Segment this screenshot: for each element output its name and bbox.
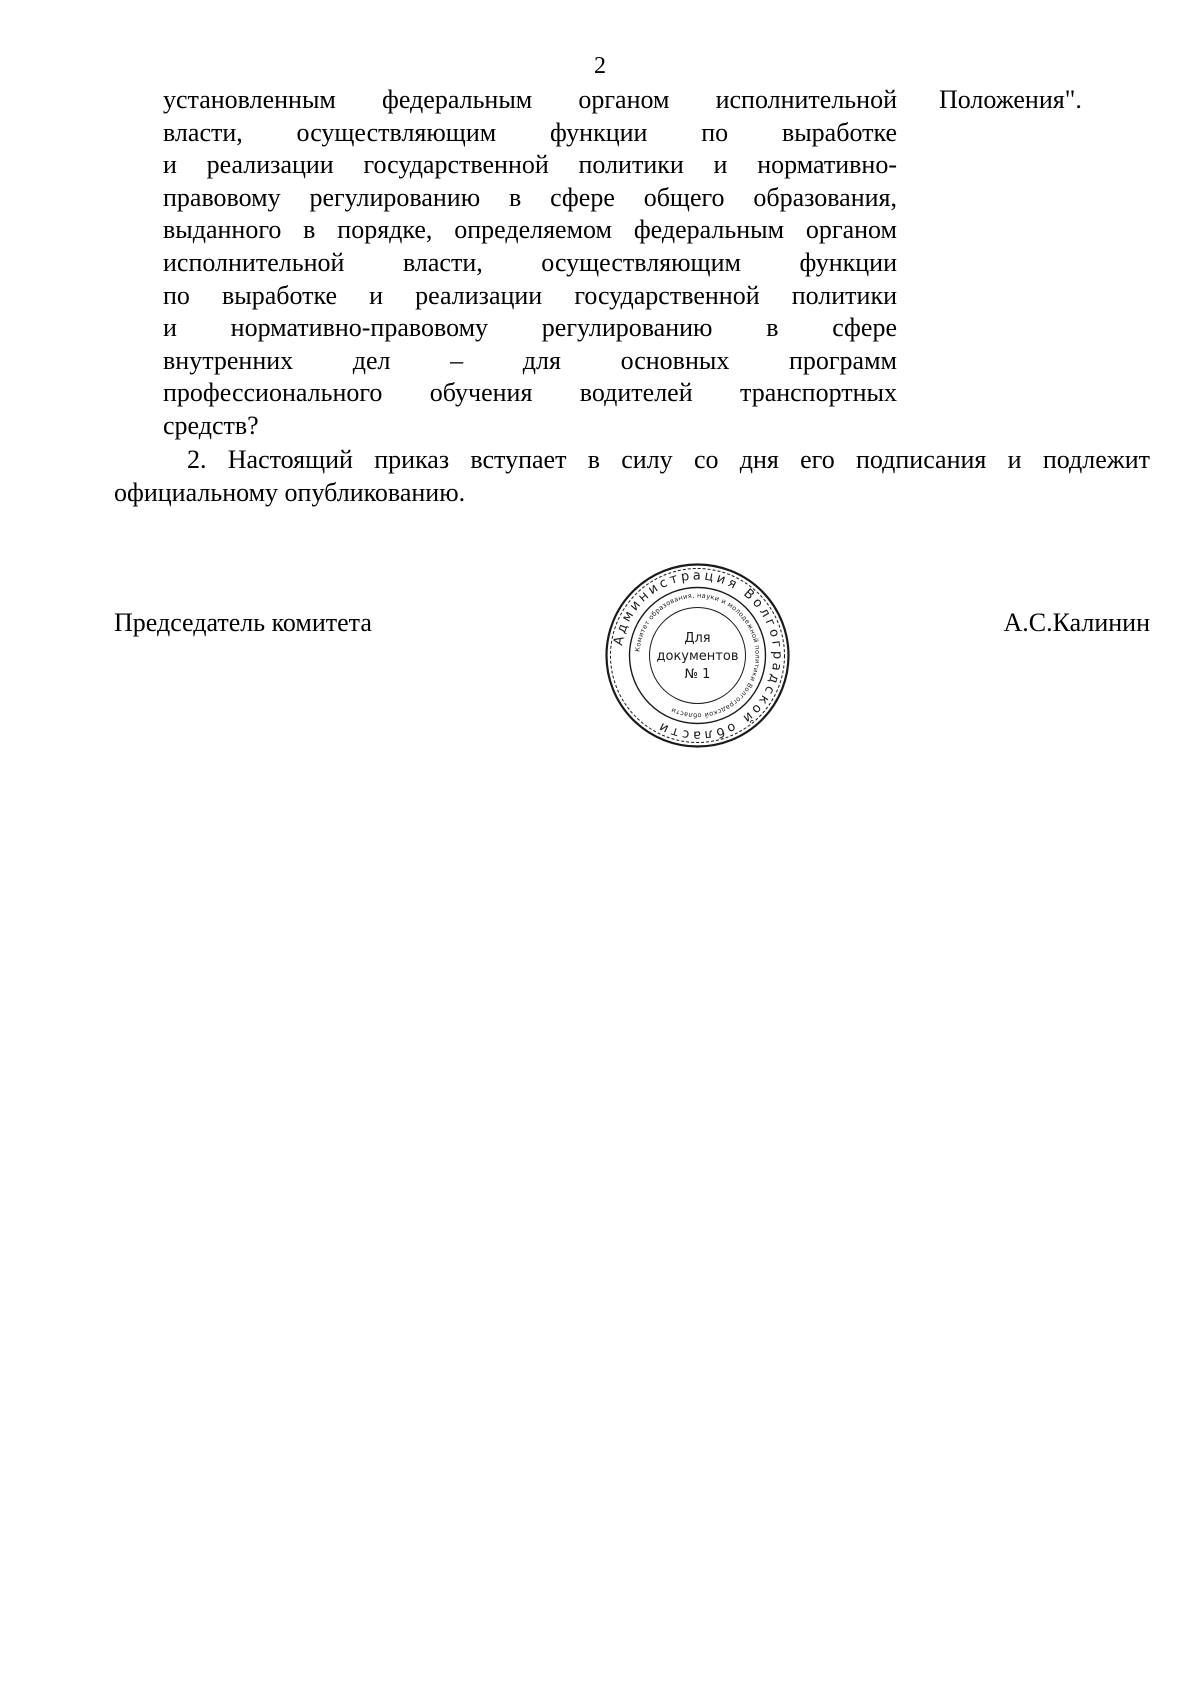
table-line: власти, осуществляющим функции по выработке bbox=[163, 117, 897, 147]
signer-name: А.С.Калинин bbox=[1003, 608, 1150, 637]
table-line: выданного в порядке, определяемом федеральным органом bbox=[163, 215, 897, 245]
stamp-center-line: № 1 bbox=[684, 667, 711, 682]
table-line: профессионального обучения водителей транспортных bbox=[163, 378, 897, 408]
stamp-inner-text: Комитет образования, науки и молодежной политики Волгоградской области bbox=[633, 591, 762, 720]
table-cell-text bbox=[163, 84, 897, 443]
stamp-outer-text: Администрация Волгоградской области bbox=[611, 568, 785, 743]
table-line: установленным федеральным органом исполнительной bbox=[163, 85, 897, 114]
stamp-center-line: документов bbox=[656, 649, 739, 664]
table-line: средств? bbox=[163, 410, 259, 440]
paragraph bbox=[114, 444, 1150, 509]
table-right-cell: Положения". bbox=[939, 85, 1082, 114]
table-line: и реализации государственной политики и нормативно- bbox=[163, 150, 897, 180]
paragraph-line: официальному опубликованию. bbox=[114, 477, 466, 507]
stamp-seal bbox=[600, 558, 795, 753]
table-line: исполнительной власти, осуществляющим функции bbox=[163, 247, 897, 277]
table-line: и нормативно-правовому регулированию в сфере bbox=[163, 313, 897, 343]
page-number: 2 bbox=[594, 53, 606, 79]
stamp bbox=[600, 558, 795, 753]
table-line: по выработке и реализации государственной политики bbox=[163, 280, 897, 310]
table-line: правовому регулированию в сфере общего образования, bbox=[163, 182, 897, 212]
paragraph-line: 2. Настоящий приказ вступает в силу со дня его подписания и подлежит bbox=[187, 445, 1150, 474]
stamp-center-line: Для bbox=[684, 631, 711, 646]
table-line: внутренних дел – для основных программ bbox=[163, 345, 897, 375]
signer-position: Председатель комитета bbox=[114, 608, 372, 637]
